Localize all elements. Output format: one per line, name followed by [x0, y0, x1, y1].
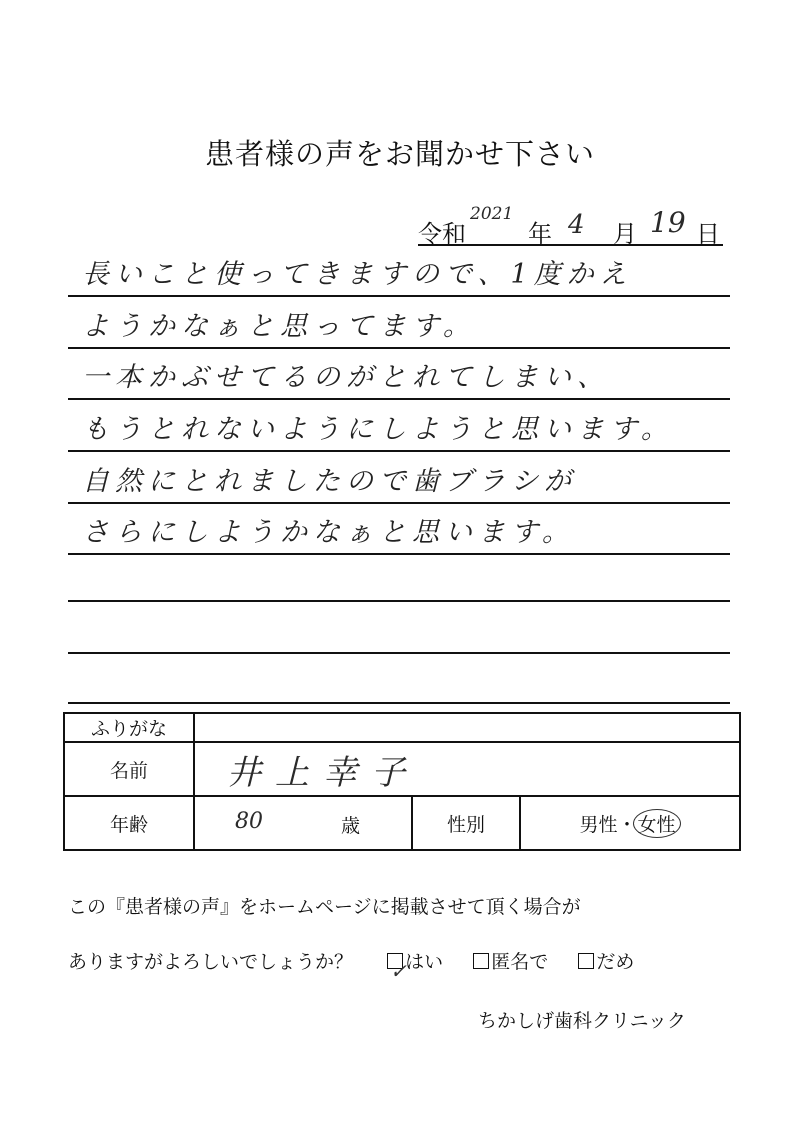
comment-line: 長いこと使ってきますので、1度かえ	[68, 245, 730, 297]
month-label: 月	[613, 220, 637, 248]
consent-question-line1: この『患者様の声』をホームページに掲載させて頂く場合が	[68, 896, 581, 918]
comment-line	[68, 652, 730, 704]
year-label: 年	[528, 220, 552, 248]
age-label: 年齢	[64, 796, 194, 850]
age-unit: 歳	[341, 815, 361, 837]
patient-info-table	[63, 712, 741, 851]
consent-option-no[interactable]: だめ	[578, 951, 634, 973]
date-field	[418, 204, 723, 248]
age-value: 80	[235, 809, 263, 834]
comment-line	[68, 550, 730, 602]
era-label: 令和	[418, 220, 466, 248]
day-value: 19	[650, 206, 686, 239]
gender-label: 性別	[412, 796, 520, 850]
furigana-field[interactable]	[194, 713, 740, 742]
consent-question-text: ありますがよろしいでしょうか？	[68, 951, 354, 973]
comment-line: さらにしようかなぁと思います。	[68, 503, 730, 555]
comment-line: 一本かぶせてるのがとれてしまい、	[68, 348, 730, 400]
comment-line: もうとれないようにしようと思います。	[68, 400, 730, 452]
consent-option-anonymous[interactable]: 匿名で	[473, 951, 548, 973]
year-value: 2021	[470, 204, 514, 224]
checkbox-checked-icon[interactable]: ✓	[387, 953, 403, 969]
gender-male-option[interactable]: 男性	[579, 813, 618, 836]
month-value: 4	[568, 210, 585, 240]
name-label: 名前	[64, 742, 194, 796]
consent-section	[68, 880, 768, 990]
gender-female-option[interactable]: 女性	[633, 809, 681, 838]
comment-line: ようかなぁと思ってます。	[68, 297, 730, 349]
name-value: 井上幸子	[227, 752, 419, 793]
comment-line: 自然にとれましたので歯ブラシが	[68, 452, 730, 504]
checkbox-icon[interactable]	[473, 953, 489, 969]
clinic-name: ちかしげ歯科クリニック	[478, 1010, 686, 1032]
consent-question-line2	[68, 935, 768, 990]
checkbox-icon[interactable]	[578, 953, 594, 969]
form-title: 患者様の声をお聞かせ下さい	[204, 137, 595, 171]
gender-field[interactable]	[520, 796, 740, 850]
name-field[interactable]	[194, 742, 740, 796]
consent-option-yes[interactable]: ✓ はい	[387, 951, 443, 973]
age-field[interactable]	[194, 796, 412, 850]
comment-line	[68, 602, 730, 654]
gender-separator: ・	[617, 813, 637, 836]
day-label: 日	[696, 220, 720, 248]
furigana-label: ふりがな	[64, 713, 194, 742]
